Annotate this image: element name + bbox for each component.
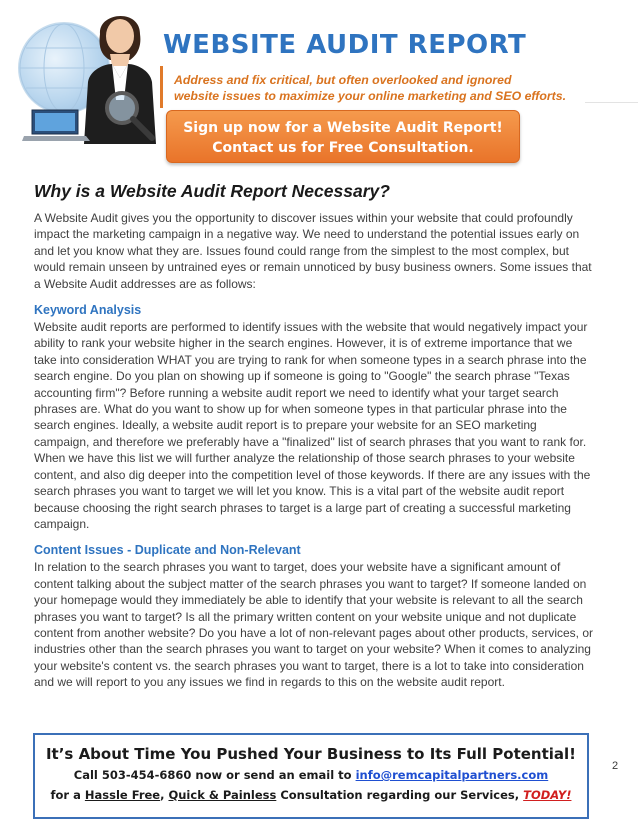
section-heading-keyword-analysis: Keyword Analysis (34, 303, 142, 318)
subtitle-line-1: Address and fix critical, but often overlooked and ignored (174, 73, 512, 87)
email-link[interactable]: info@remcapitalpartners.com (355, 768, 549, 782)
footer-title: It’s About Time You Pushed Your Business to Its Full Potential! (45, 745, 577, 763)
cta-line-2: Contact us for Free Consultation. (212, 140, 474, 156)
footer-consultation-line (35, 785, 587, 805)
signup-cta-button[interactable] (166, 110, 520, 163)
subtitle-line-2: website issues to maximize your online marketing and SEO efforts. (174, 89, 567, 103)
page-heading: Why is a Website Audit Report Necessary? (34, 181, 390, 201)
header-subtitle (174, 72, 594, 104)
cta-line-1: Sign up now for a Website Audit Report! (183, 120, 503, 136)
report-header (0, 0, 638, 165)
section-heading-content-issues: Content Issues - Duplicate and Non-Relevant (34, 543, 301, 558)
footer-for-a-text: for a (50, 788, 85, 802)
footer-consultation-text: Consultation regarding our Services, (276, 788, 524, 802)
laptop-icon (22, 108, 92, 142)
page-number: 2 (612, 760, 619, 772)
main-content (34, 178, 594, 691)
report-title: WEBSITE AUDIT REPORT (163, 30, 527, 60)
intro-paragraph: A Website Audit gives you the opportunity to discover issues within your website that could profoundly impact the marketing campaign in a negative way. We need to understand the potential issues early on and let you know what they are. Issues found could range from the simplest to the most complex, but would remain unseen by untrained eyes or remain unnoticed by busy business owners. Some issues that a Website Audit addresses are as follows: (34, 211, 592, 291)
footer-contact-line (35, 765, 587, 785)
section-body-content-issues: In relation to the search phrases you want to target, does your website have a significant amount of content talking about the subject matter of the search phrases you want to target? If someone landed on your homepage would they immediately be able to identify that your website is relevant to all the search phrases you want to target? Is all the primary written content on your website unique and not duplicate content from another website? Do you have a lot of non-relevant pages about other products, services, or industries other than the search phrases you want to target on your website? When it comes to analyzing your website's content vs. the search phrases you want to target, there is a lot to take into consideration and we will report to you any issues we find in regards to this on the website audit report. (34, 560, 593, 690)
today-text: TODAY! (523, 788, 572, 802)
magnifier-icon (102, 88, 156, 142)
header-illustration (18, 0, 168, 150)
hassle-free-text: Hassle Free (84, 788, 161, 802)
footer-comma: , (160, 788, 169, 802)
header-accent-bar (160, 66, 163, 108)
quick-painless-text: Quick & Painless (168, 788, 277, 802)
footer-call-text: Call 503-454-6860 now or send an email to (73, 768, 356, 782)
footer-callout (33, 733, 589, 819)
section-body-keyword-analysis: Website audit reports are performed to identify issues with the website that would negatively impact your ability to rank your website higher in the search engines. However, it is of extreme importance that we take into consideration WHAT you are trying to rank for when someone types in a search phrase into the search engine. Do you plan on showing up if someone is going to "Google" the search phrase "Texas accounting firm"? Before running a website audit report we need to identify what your target search phrases are. What do you want to show up for when someone types in that particular phrase into the search engines. Ideally, a website audit report is to prepare your website for an SEO marketing campaign, and therefore we preferably have a "finalized" list of search phrases that you want to rank for. When we have this list we will further analyze the relationship of those search phrases to your website content, and also dig deeper into the competition level of those keywords. If there are any issues with the search phrases you want to target we will let you know. This is a vital part of the website audit report because choosing the right search phrases to target is a large part of creating a successful marketing campaign. (34, 320, 591, 531)
